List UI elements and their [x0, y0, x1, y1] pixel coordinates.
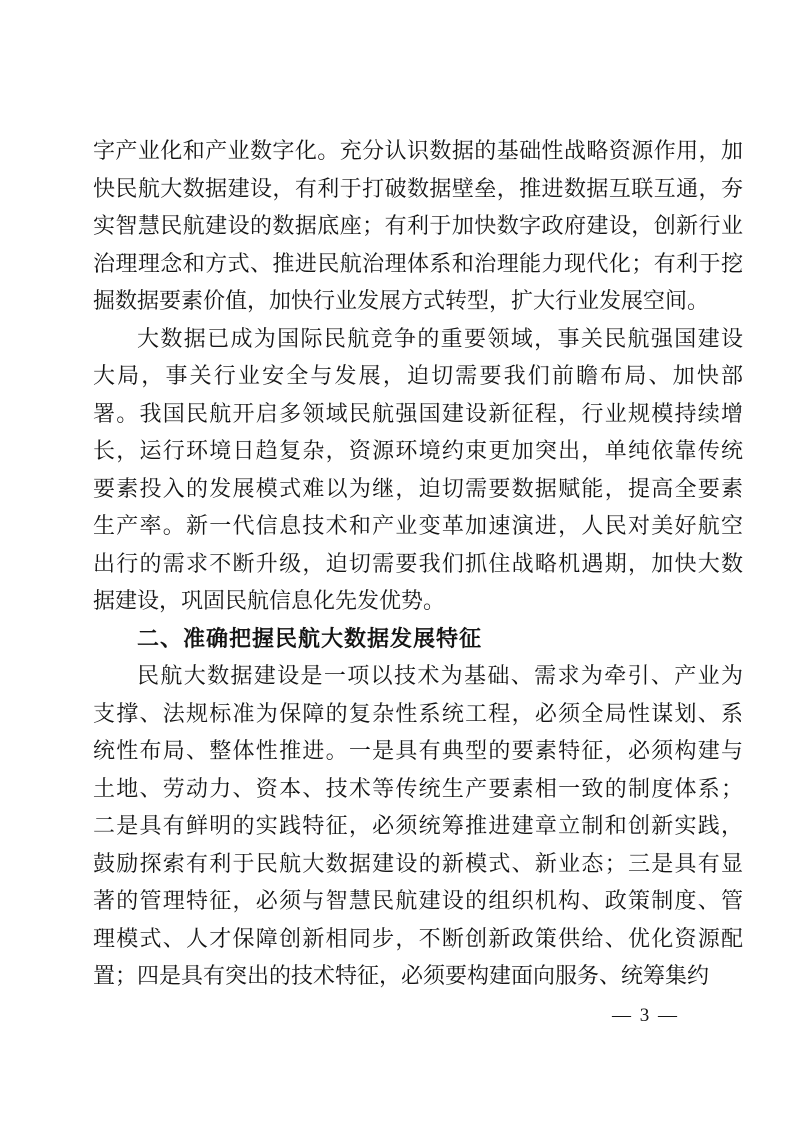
- text-line: 字产业化和产业数字化。充分认识数据的基础性战略资源作用，加: [93, 138, 743, 163]
- text-line: 鼓励探索有利于民航大数据建设的新模式、新业态；三是具有显: [93, 850, 743, 876]
- paragraph: [93, 320, 743, 620]
- text-line: 快民航大数据建设，有利于打破数据壁垒，推进数据互联互通，夯: [93, 175, 743, 201]
- text-line: 统性布局、整体性推进。一是具有典型的要素特征，必须构建与: [93, 738, 743, 763]
- text-line: 署。我国民航开启多领域民航强国建设新征程，行业规模持续增: [93, 400, 743, 426]
- text-line: 实智慧民航建设的数据底座；有利于加快数字政府建设，创新行业: [93, 213, 743, 238]
- text-line: 土地、劳动力、资本、技术等传统生产要素相一致的制度体系；: [93, 775, 743, 801]
- document-body: [93, 132, 743, 995]
- page-number: — 3 —: [612, 1005, 679, 1026]
- text-line: 治理理念和方式、推进民航治理体系和治理能力现代化；有利于挖: [93, 250, 743, 276]
- text-line: 长，运行环境日趋复杂，资源环境约束更加突出，单纯依靠传统: [93, 438, 743, 463]
- text-line: 二是具有鲜明的实践特征，必须统筹推进建章立制和创新实践，: [93, 813, 743, 838]
- text-line: 要素投入的发展模式难以为继，迫切需要数据赋能，提高全要素: [93, 475, 743, 501]
- text-line: 支撑、法规标准为保障的复杂性系统工程，必须全局性谋划、系: [93, 700, 743, 726]
- paragraph: [93, 657, 743, 995]
- text-line: 掘数据要素价值，加快行业发展方式转型，扩大行业发展空间。: [93, 288, 710, 313]
- section-heading: [93, 620, 743, 658]
- text-line: 理模式、人才保障创新相同步，不断创新政策供给、优化资源配: [93, 925, 743, 951]
- text-line: 大数据已成为国际民航竞争的重要领域，事关民航强国建设: [137, 325, 743, 351]
- text-line: 出行的需求不断升级，迫切需要我们抓住战略机遇期，加快大数: [93, 550, 743, 576]
- text-line: 著的管理特征，必须与智慧民航建设的组织机构、政策制度、管: [93, 888, 743, 913]
- text-line: 置；四是具有突出的技术特征，必须要构建面向服务、统筹集约: [93, 963, 710, 988]
- text-line: 生产率。新一代信息技术和产业变革加速演进，人民对美好航空: [93, 513, 743, 538]
- paragraph: [93, 132, 743, 320]
- heading-text: 二、准确把握民航大数据发展特征: [137, 625, 483, 651]
- text-line: 据建设，巩固民航信息化先发优势。: [93, 588, 446, 613]
- text-line: 民航大数据建设是一项以技术为基础、需求为牵引、产业为: [137, 663, 743, 688]
- text-line: 大局，事关行业安全与发展，迫切需要我们前瞻布局、加快部: [93, 363, 743, 388]
